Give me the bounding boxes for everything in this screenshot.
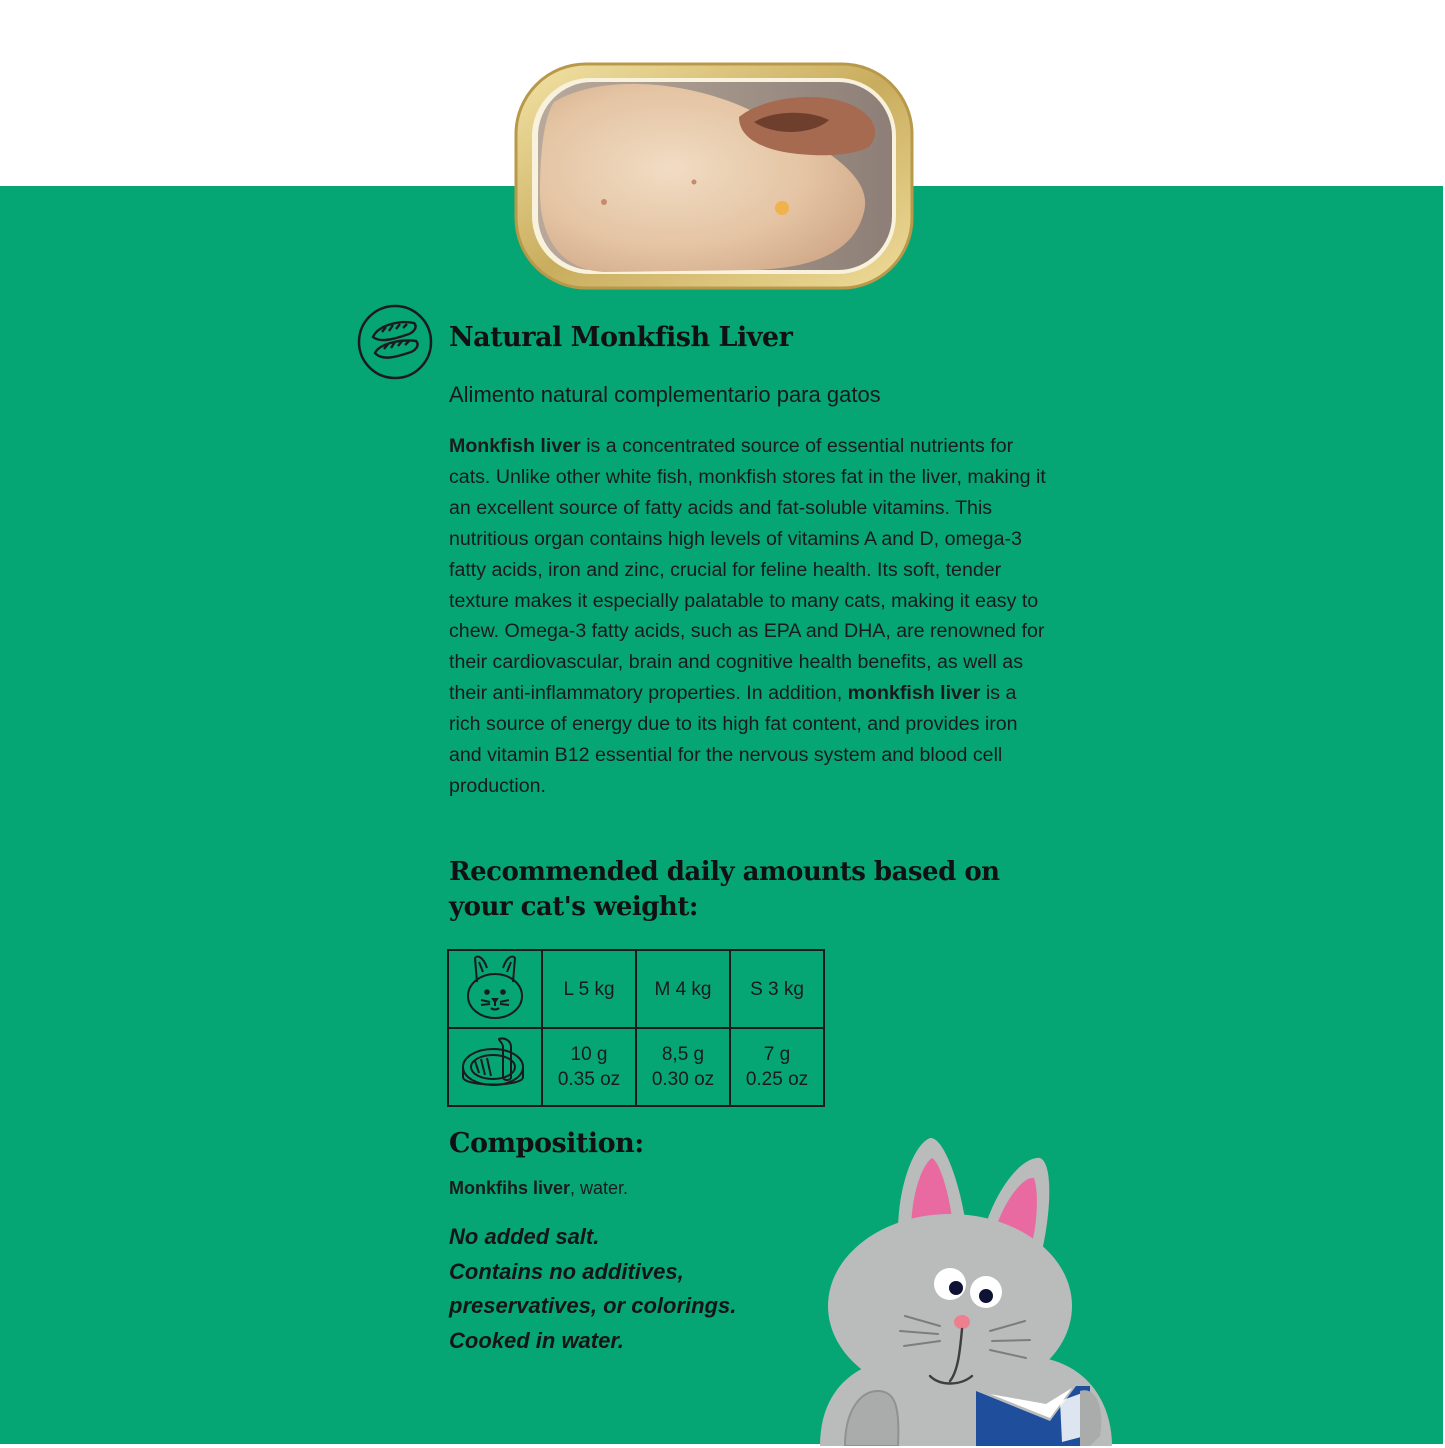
note-line: preservatives, or colorings. bbox=[449, 1293, 737, 1319]
amount-medium-cell bbox=[636, 1028, 730, 1106]
product-subtitle: Alimento natural complementario para gatos bbox=[449, 382, 881, 407]
amount-ounces: 0.30 oz bbox=[651, 1069, 715, 1090]
product-notes bbox=[449, 1220, 736, 1359]
composition-bold-term: Monkfihs liver bbox=[449, 1178, 571, 1198]
amount-ounces: 0.25 oz bbox=[745, 1069, 809, 1090]
amount-ounces: 0.35 oz bbox=[557, 1069, 621, 1090]
monkfish-liver-icon bbox=[356, 303, 434, 381]
cat-mascot-illustration bbox=[800, 1136, 1130, 1446]
description-text: is a concentrated source of essential nutrients for cats. Unlike other white fish, monkfish stores fat in the liver, making it an excellent source of fatty acids and fat-soluble vitamins. This nutritious organ contains high levels of vitamins A and D, omega-3 fatty acids, iron and zinc, crucial for feline health. Its soft, tender texture makes it especially palatable to many cats, making it easy to chew. Omega-3 fatty acids, such as EPA and DHA, are renowned for their cardiovascular, brain and cognitive health benefits, as well as their anti-inflammatory properties. In addition, bbox=[449, 435, 1046, 705]
weight-small-cell: S 3 kg bbox=[730, 950, 824, 1028]
table-row bbox=[448, 1028, 824, 1106]
composition-text bbox=[449, 1178, 628, 1199]
tin-can-icon bbox=[459, 1033, 531, 1095]
composition-heading: Composition: bbox=[449, 1128, 644, 1159]
weight-large-cell: L 5 kg bbox=[542, 950, 636, 1028]
description-bold-term: monkfish liver bbox=[847, 682, 981, 705]
amount-small-cell bbox=[730, 1028, 824, 1106]
table-row bbox=[448, 950, 824, 1028]
note-line: No added salt. bbox=[449, 1224, 600, 1249]
daily-amounts-table bbox=[447, 949, 825, 1107]
amounts-heading: Recommended daily amounts based on your cat's weight: bbox=[449, 857, 1000, 922]
note-line: Contains no additives, bbox=[449, 1258, 684, 1284]
tin-product-image bbox=[514, 62, 914, 290]
note-line: Cooked in water. bbox=[449, 1328, 624, 1354]
description-bold-term: Monkfish liver bbox=[449, 435, 581, 457]
composition-rest: , water. bbox=[570, 1178, 629, 1198]
weight-medium-cell: M 4 kg bbox=[636, 950, 730, 1028]
product-description bbox=[449, 431, 1049, 802]
amount-grams: 8,5 g bbox=[661, 1044, 705, 1065]
amount-large-cell bbox=[542, 1028, 636, 1106]
weight-row-icon-cell bbox=[448, 950, 542, 1028]
amount-grams: 7 g bbox=[763, 1044, 791, 1065]
description-text: is a rich source of energy due to its high fat content, and provides iron and vitamin B12 essential for the nervous system and blood cell production. bbox=[449, 682, 1018, 797]
product-title: Natural Monkfish Liver bbox=[449, 322, 793, 353]
amount-row-icon-cell bbox=[448, 1028, 542, 1106]
amount-grams: 10 g bbox=[570, 1044, 608, 1065]
cat-head-icon bbox=[463, 952, 527, 1020]
